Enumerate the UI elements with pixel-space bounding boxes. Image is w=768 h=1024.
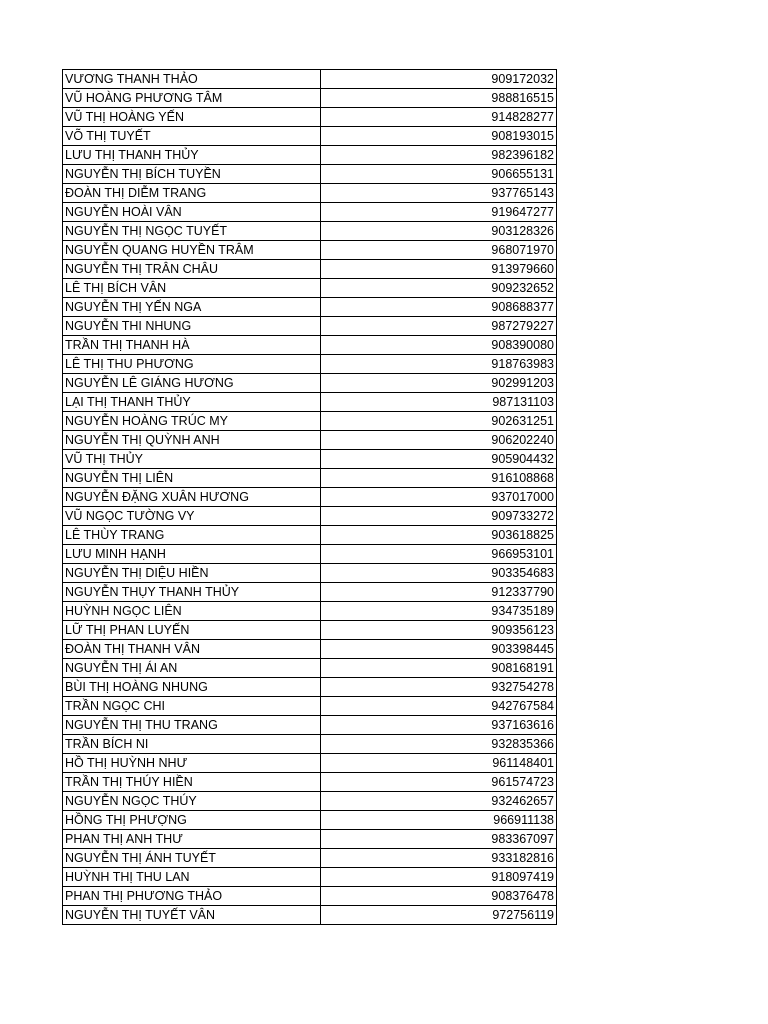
name-cell: NGUYỄN NGỌC THÚY <box>63 792 321 811</box>
name-cell: NGUYỄN THỊ ÁI AN <box>63 659 321 678</box>
name-cell: TRẦN BÍCH NI <box>63 735 321 754</box>
table-row <box>63 469 557 488</box>
table-row <box>63 431 557 450</box>
phone-cell: 913979660 <box>321 260 557 279</box>
name-cell: ĐOÀN THỊ DIỄM TRANG <box>63 184 321 203</box>
table-row <box>63 583 557 602</box>
phone-cell: 934735189 <box>321 602 557 621</box>
phone-cell: 932835366 <box>321 735 557 754</box>
name-cell: TRẦN THỊ THANH HÀ <box>63 336 321 355</box>
table-row <box>63 640 557 659</box>
phone-cell: 968071970 <box>321 241 557 260</box>
phone-cell: 961574723 <box>321 773 557 792</box>
table-row <box>63 887 557 906</box>
name-cell: NGUYỄN LÊ GIÁNG HƯƠNG <box>63 374 321 393</box>
table-row <box>63 393 557 412</box>
name-cell: NGUYỄN HOÀI VÂN <box>63 203 321 222</box>
phone-cell: 916108868 <box>321 469 557 488</box>
name-cell: NGUYỄN THỤY THANH THỦY <box>63 583 321 602</box>
table-row <box>63 659 557 678</box>
table-row <box>63 184 557 203</box>
phone-cell: 906202240 <box>321 431 557 450</box>
table-row <box>63 849 557 868</box>
phone-cell: 909232652 <box>321 279 557 298</box>
name-cell: LỮ THỊ PHAN LUYẾN <box>63 621 321 640</box>
phone-cell: 909356123 <box>321 621 557 640</box>
table-row <box>63 222 557 241</box>
table-row <box>63 70 557 89</box>
phone-cell: 903618825 <box>321 526 557 545</box>
name-cell: PHAN THỊ PHƯƠNG THẢO <box>63 887 321 906</box>
phone-cell: 982396182 <box>321 146 557 165</box>
phone-cell: 908376478 <box>321 887 557 906</box>
contact-table <box>62 69 557 925</box>
phone-cell: 908688377 <box>321 298 557 317</box>
table-row <box>63 298 557 317</box>
phone-cell: 966953101 <box>321 545 557 564</box>
table-row <box>63 678 557 697</box>
name-cell: VŨ THỊ HOÀNG YẾN <box>63 108 321 127</box>
table-row <box>63 716 557 735</box>
phone-cell: 906655131 <box>321 165 557 184</box>
table-row <box>63 260 557 279</box>
table-row <box>63 317 557 336</box>
name-cell: LÊ THỊ THU PHƯƠNG <box>63 355 321 374</box>
table-row <box>63 735 557 754</box>
table-row <box>63 754 557 773</box>
name-cell: LƯU MINH HẠNH <box>63 545 321 564</box>
phone-cell: 987279227 <box>321 317 557 336</box>
name-cell: VŨ THỊ THỦY <box>63 450 321 469</box>
table-row <box>63 146 557 165</box>
table-row <box>63 792 557 811</box>
table-row <box>63 241 557 260</box>
phone-cell: 918763983 <box>321 355 557 374</box>
phone-cell: 933182816 <box>321 849 557 868</box>
table-row <box>63 868 557 887</box>
name-cell: NGUYỄN THỊ TUYẾT VÂN <box>63 906 321 925</box>
table-row <box>63 811 557 830</box>
table-row <box>63 488 557 507</box>
name-cell: TRẦN NGỌC CHI <box>63 697 321 716</box>
name-cell: VŨ NGỌC TƯỜNG VY <box>63 507 321 526</box>
table-row <box>63 450 557 469</box>
name-cell: PHAN THỊ ANH THƯ <box>63 830 321 849</box>
table-row <box>63 545 557 564</box>
name-cell: NGUYỄN HOÀNG TRÚC MY <box>63 412 321 431</box>
name-cell: LÊ THỊ BÍCH VÂN <box>63 279 321 298</box>
contact-sheet <box>62 69 557 925</box>
phone-cell: 908390080 <box>321 336 557 355</box>
phone-cell: 937765143 <box>321 184 557 203</box>
table-row <box>63 602 557 621</box>
phone-cell: 905904432 <box>321 450 557 469</box>
phone-cell: 937017000 <box>321 488 557 507</box>
phone-cell: 902631251 <box>321 412 557 431</box>
phone-cell: 903354683 <box>321 564 557 583</box>
contact-table-body <box>63 70 557 925</box>
name-cell: NGUYỄN THỊ ÁNH TUYẾT <box>63 849 321 868</box>
table-row <box>63 697 557 716</box>
phone-cell: 912337790 <box>321 583 557 602</box>
phone-cell: 908193015 <box>321 127 557 146</box>
name-cell: NGUYỄN QUANG HUYỀN TRÂM <box>63 241 321 260</box>
table-row <box>63 203 557 222</box>
phone-cell: 909733272 <box>321 507 557 526</box>
name-cell: NGUYỄN THỊ DIỆU HIỀN <box>63 564 321 583</box>
phone-cell: 908168191 <box>321 659 557 678</box>
name-cell: VŨ HOÀNG PHƯƠNG TÂM <box>63 89 321 108</box>
table-row <box>63 564 557 583</box>
name-cell: HỒNG THỊ PHƯỢNG <box>63 811 321 830</box>
name-cell: NGUYỄN THỊ NGỌC TUYẾT <box>63 222 321 241</box>
table-row <box>63 374 557 393</box>
phone-cell: 961148401 <box>321 754 557 773</box>
name-cell: BÙI THỊ HOÀNG NHUNG <box>63 678 321 697</box>
table-row <box>63 127 557 146</box>
phone-cell: 932754278 <box>321 678 557 697</box>
name-cell: NGUYỄN ĐẶNG XUÂN HƯƠNG <box>63 488 321 507</box>
table-row <box>63 412 557 431</box>
phone-cell: 937163616 <box>321 716 557 735</box>
name-cell: LÊ THÙY TRANG <box>63 526 321 545</box>
name-cell: NGUYỄN THỊ BÍCH TUYỀN <box>63 165 321 184</box>
table-row <box>63 89 557 108</box>
name-cell: LẠI THỊ THANH THỦY <box>63 393 321 412</box>
phone-cell: 918097419 <box>321 868 557 887</box>
phone-cell: 942767584 <box>321 697 557 716</box>
phone-cell: 983367097 <box>321 830 557 849</box>
table-row <box>63 773 557 792</box>
name-cell: TRẦN THỊ THÚY HIỀN <box>63 773 321 792</box>
table-row <box>63 165 557 184</box>
phone-cell: 903398445 <box>321 640 557 659</box>
name-cell: NGUYỄN THI NHUNG <box>63 317 321 336</box>
table-row <box>63 830 557 849</box>
phone-cell: 902991203 <box>321 374 557 393</box>
name-cell: NGUYỄN THỊ QUỲNH ANH <box>63 431 321 450</box>
phone-cell: 903128326 <box>321 222 557 241</box>
phone-cell: 988816515 <box>321 89 557 108</box>
name-cell: NGUYỄN THỊ LIÊN <box>63 469 321 488</box>
name-cell: HỒ THỊ HUỲNH NHƯ <box>63 754 321 773</box>
name-cell: NGUYỄN THỊ TRÂN CHÂU <box>63 260 321 279</box>
table-row <box>63 336 557 355</box>
phone-cell: 919647277 <box>321 203 557 222</box>
phone-cell: 909172032 <box>321 70 557 89</box>
name-cell: HUỲNH NGỌC LIÊN <box>63 602 321 621</box>
table-row <box>63 621 557 640</box>
table-row <box>63 906 557 925</box>
name-cell: NGUYỄN THỊ THU TRANG <box>63 716 321 735</box>
table-row <box>63 355 557 374</box>
phone-cell: 972756119 <box>321 906 557 925</box>
table-row <box>63 108 557 127</box>
name-cell: NGUYỄN THỊ YẾN NGA <box>63 298 321 317</box>
table-row <box>63 279 557 298</box>
phone-cell: 987131103 <box>321 393 557 412</box>
table-row <box>63 526 557 545</box>
name-cell: ĐOÀN THỊ THANH VÂN <box>63 640 321 659</box>
name-cell: VƯƠNG THANH THẢO <box>63 70 321 89</box>
phone-cell: 932462657 <box>321 792 557 811</box>
phone-cell: 966911138 <box>321 811 557 830</box>
table-row <box>63 507 557 526</box>
name-cell: LƯU THỊ THANH THỦY <box>63 146 321 165</box>
name-cell: HUỲNH THỊ THU LAN <box>63 868 321 887</box>
phone-cell: 914828277 <box>321 108 557 127</box>
name-cell: VÕ THỊ TUYẾT <box>63 127 321 146</box>
